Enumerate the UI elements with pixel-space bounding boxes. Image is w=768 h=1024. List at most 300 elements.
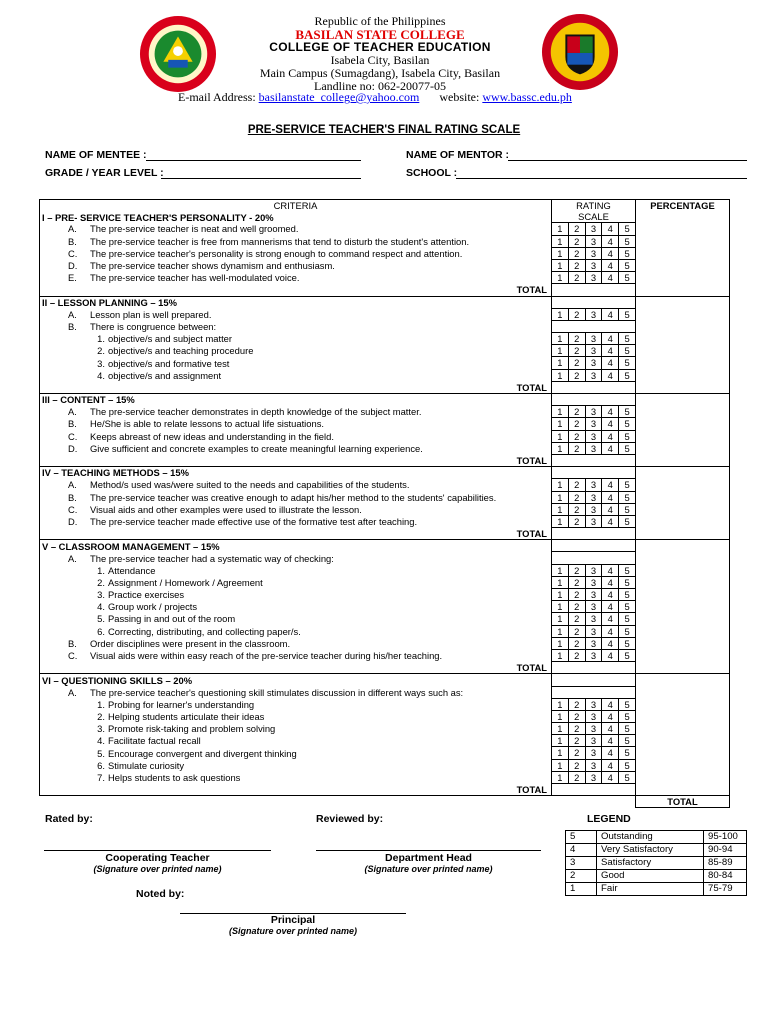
rating-option-5[interactable]: 5 [624,430,630,442]
rating-scale [552,503,636,515]
legend-description: Fair [597,883,704,896]
rating-table [39,199,730,808]
rating-option-4[interactable]: 4 [602,735,619,746]
rating-scale [552,552,636,564]
rating-option-4[interactable]: 4 [602,223,619,234]
rating-scale [552,759,636,771]
criterion-text: The pre-service teacher has well-modulated voice. [90,272,300,284]
campus-line: Main Campus (Sumagdang), Isabela City, Basilan [259,66,501,80]
rating-option-1[interactable]: 1 [552,309,569,320]
cooperating-signature-line[interactable] [44,850,271,851]
rating-option-4[interactable]: 4 [602,760,619,771]
rating-option-1[interactable]: 1 [552,223,569,234]
rating-scale [552,235,636,247]
rating-option-2[interactable]: 2 [569,589,586,600]
percentage-cell[interactable] [636,674,730,796]
sub-criterion-row [40,333,730,345]
rating-option-2[interactable]: 2 [569,333,586,344]
percentage-cell[interactable] [636,467,730,540]
rating-option-1[interactable]: 1 [552,626,569,637]
criterion-row [40,491,730,503]
rating-option-1[interactable]: 1 [552,760,569,771]
criterion-text: objective/s and teaching procedure [108,345,254,357]
rating-options [552,272,635,283]
rating-option-5[interactable]: 5 [624,442,630,454]
legend-row [566,857,747,870]
rating-option-2[interactable]: 2 [569,699,586,710]
legend-score: 3 [566,857,597,870]
rating-option-1[interactable]: 1 [552,638,569,649]
criterion-marker: D. [68,260,78,272]
criterion-text: Method/s used was/were suited to the needs and capabilities of the students. [90,479,410,491]
rating-option-2[interactable]: 2 [569,735,586,746]
rating-option-1[interactable]: 1 [552,747,569,758]
section-heading: I – PRE- SERVICE TEACHER'S PERSONALITY - 20% [40,211,552,223]
sub-criterion [40,589,552,601]
criterion-text: Assignment / Homework / Agreement [108,576,263,588]
sub-criterion [40,357,552,369]
rating-option-3[interactable]: 3 [586,735,603,746]
criterion [40,272,552,284]
rating-option-2[interactable]: 2 [569,309,586,320]
total-rating-cell [552,381,636,393]
criterion-marker: 1. [97,333,105,345]
criterion-text: The pre-service teacher made effective use of the formative test after teaching. [90,515,418,527]
rating-option-2[interactable]: 2 [569,516,586,527]
rating-option-5[interactable]: 5 [624,723,630,735]
rating-option-5[interactable]: 5 [624,637,630,649]
criterion-text: Facilitate factual recall [108,735,201,747]
rating-option-3[interactable]: 3 [586,589,603,600]
rating-option-3[interactable]: 3 [586,406,603,417]
rating-option-1[interactable]: 1 [552,418,569,429]
criterion-marker: B. [68,491,77,503]
criterion-marker: B. [68,320,77,332]
rating-options [552,443,635,454]
total-rating-cell [552,528,636,540]
rating-option-5[interactable]: 5 [624,235,630,247]
criterion-text: Helps students to ask questions [108,771,241,783]
rating-option-3[interactable]: 3 [586,223,603,234]
rating-options [552,516,635,527]
rating-option-4[interactable]: 4 [602,357,619,368]
rating-option-3[interactable]: 3 [586,370,603,381]
rating-option-3[interactable]: 3 [586,650,603,661]
criterion-text: objective/s and assignment [108,369,222,381]
criterion-text: Order disciplines were present in the classroom. [90,637,291,649]
rating-option-5[interactable]: 5 [624,272,630,284]
criterion-marker: 1. [97,564,105,576]
rating-option-2[interactable]: 2 [569,711,586,722]
criterion-marker: 3. [97,589,105,601]
rating-scale [552,686,636,698]
criterion [40,308,552,320]
rating-option-3[interactable]: 3 [586,601,603,612]
rating-option-3[interactable]: 3 [586,418,603,429]
rating-option-1[interactable]: 1 [552,565,569,576]
rating-options [552,492,635,503]
rating-option-3[interactable]: 3 [586,333,603,344]
website-link[interactable]: www.bassc.edu.ph [482,90,572,104]
legend-score: 2 [566,870,597,883]
rating-option-3[interactable]: 3 [586,236,603,247]
rating-option-2[interactable]: 2 [569,504,586,515]
rating-option-2[interactable]: 2 [569,223,586,234]
rating-option-2[interactable]: 2 [569,431,586,442]
rating-scale [552,625,636,637]
rating-option-4[interactable]: 4 [602,699,619,710]
rating-option-5[interactable]: 5 [624,515,630,527]
rating-option-2[interactable]: 2 [569,370,586,381]
rating-option-3[interactable]: 3 [586,443,603,454]
rating-option-5[interactable]: 5 [624,564,630,576]
rating-option-1[interactable]: 1 [552,492,569,503]
rating-option-1[interactable]: 1 [552,711,569,722]
rating-option-3[interactable]: 3 [586,431,603,442]
criterion [40,418,552,430]
rating-option-3[interactable]: 3 [586,260,603,271]
rating-option-3[interactable]: 3 [586,772,603,783]
school-line[interactable] [456,178,747,179]
rating-option-2[interactable]: 2 [569,248,586,259]
rating-option-5[interactable]: 5 [624,503,630,515]
rating-option-5[interactable]: 5 [624,308,630,320]
rating-options [552,418,635,429]
rating-option-3[interactable]: 3 [586,577,603,588]
rating-option-5[interactable]: 5 [624,698,630,710]
total-rating-cell [552,662,636,674]
rating-option-4[interactable]: 4 [602,601,619,612]
rating-option-4[interactable]: 4 [602,418,619,429]
rating-option-2[interactable]: 2 [569,638,586,649]
percentage-header: PERCENTAGE [636,200,730,297]
criterion-marker: 6. [97,625,105,637]
rating-scale [552,345,636,357]
total-rating-cell [552,784,636,796]
rating-option-1[interactable]: 1 [552,248,569,259]
rating-option-4[interactable]: 4 [602,492,619,503]
rating-option-1[interactable]: 1 [552,357,569,368]
criterion-row [40,430,730,442]
rating-option-3[interactable]: 3 [586,504,603,515]
rating-option-5[interactable]: 5 [624,223,630,235]
criterion-marker: A. [68,686,77,698]
rating-option-3[interactable]: 3 [586,626,603,637]
criterion-marker: 2. [97,576,105,588]
criterion-row [40,223,730,235]
rating-option-2[interactable]: 2 [569,260,586,271]
rating-option-4[interactable]: 4 [602,236,619,247]
rating-cell-empty [552,394,636,406]
rating-option-1[interactable]: 1 [552,479,569,490]
rating-option-3[interactable]: 3 [586,711,603,722]
rating-option-3[interactable]: 3 [586,492,603,503]
rating-option-1[interactable]: 1 [552,613,569,624]
rating-option-1[interactable]: 1 [552,577,569,588]
rating-scale [552,698,636,710]
rating-option-1[interactable]: 1 [552,589,569,600]
criterion [40,320,552,332]
rating-option-1[interactable]: 1 [552,345,569,356]
mentor-line[interactable] [508,160,747,161]
rating-option-5[interactable]: 5 [624,771,630,783]
rating-header-2: SCALE [552,211,636,223]
criterion-row [40,320,730,332]
rating-option-2[interactable]: 2 [569,406,586,417]
rating-option-5[interactable]: 5 [624,259,630,271]
rating-options [552,479,635,490]
rating-option-5[interactable]: 5 [624,649,630,661]
rating-option-5[interactable]: 5 [624,601,630,613]
rating-option-2[interactable]: 2 [569,577,586,588]
rating-option-3[interactable]: 3 [586,309,603,320]
rating-option-4[interactable]: 4 [602,577,619,588]
rating-option-3[interactable]: 3 [586,565,603,576]
criterion-row [40,552,730,564]
rating-option-4[interactable]: 4 [602,309,619,320]
rating-option-4[interactable]: 4 [602,345,619,356]
criterion [40,247,552,259]
rating-option-5[interactable]: 5 [624,345,630,357]
email-link[interactable]: basilanstate_college@yahoo.com [258,90,420,104]
rating-option-1[interactable]: 1 [552,406,569,417]
dept-head-sig-note: (Signature over printed name) [364,864,493,874]
rating-scale [552,320,636,332]
rating-option-3[interactable]: 3 [586,638,603,649]
rating-option-1[interactable]: 1 [552,735,569,746]
criterion-text: Group work / projects [108,601,198,613]
rating-scale [552,613,636,625]
rating-option-4[interactable]: 4 [602,613,619,624]
rating-option-2[interactable]: 2 [569,479,586,490]
rating-option-5[interactable]: 5 [624,247,630,259]
rating-option-3[interactable]: 3 [586,272,603,283]
rating-option-4[interactable]: 4 [602,638,619,649]
rating-option-4[interactable]: 4 [602,589,619,600]
contact-line [178,90,572,105]
total-label: TOTAL [40,528,552,540]
rating-option-4[interactable]: 4 [602,406,619,417]
percentage-cell[interactable] [636,394,730,467]
rating-option-5[interactable]: 5 [624,491,630,503]
rating-option-1[interactable]: 1 [552,431,569,442]
rating-option-3[interactable]: 3 [586,760,603,771]
rating-option-5[interactable]: 5 [624,333,630,345]
legend-row [566,870,747,883]
grade-line[interactable] [161,178,361,179]
sub-criterion [40,759,552,771]
rating-option-4[interactable]: 4 [602,565,619,576]
rating-option-4[interactable]: 4 [602,747,619,758]
total-row [40,454,730,466]
rating-option-5[interactable]: 5 [624,735,630,747]
criterion-text: Visual aids were within easy reach of the pre-service teacher during his/her teaching. [90,650,443,662]
rating-option-4[interactable]: 4 [602,272,619,283]
rating-option-5[interactable]: 5 [624,625,630,637]
rating-option-2[interactable]: 2 [569,565,586,576]
rating-option-5[interactable]: 5 [624,406,630,418]
legend-description: Good [597,870,704,883]
rating-option-4[interactable]: 4 [602,504,619,515]
total-label: TOTAL [40,454,552,466]
grade-label: GRADE / YEAR LEVEL : [45,167,164,179]
rating-option-5[interactable]: 5 [624,576,630,588]
total-label: TOTAL [40,784,552,796]
rating-option-3[interactable]: 3 [586,723,603,734]
legend-description: Satisfactory [597,857,704,870]
dept-head-signature-line[interactable] [316,850,541,851]
criterion-marker: A. [68,406,77,418]
rating-option-3[interactable]: 3 [586,516,603,527]
rating-options [552,699,635,710]
sub-criterion-row [40,564,730,576]
rating-option-1[interactable]: 1 [552,723,569,734]
legend-table [565,830,747,896]
criterion-marker: 1. [97,698,105,710]
rating-option-2[interactable]: 2 [569,357,586,368]
mentee-line[interactable] [146,160,361,161]
rating-option-4[interactable]: 4 [602,333,619,344]
rated-by-label: Rated by: [45,813,93,825]
rating-option-5[interactable]: 5 [624,613,630,625]
rating-option-4[interactable]: 4 [602,370,619,381]
rating-option-1[interactable]: 1 [552,236,569,247]
criteria-header: CRITERIA [40,200,552,212]
sub-criterion-row [40,747,730,759]
rating-option-4[interactable]: 4 [602,516,619,527]
sub-criterion-row [40,345,730,357]
rating-option-4[interactable]: 4 [602,260,619,271]
sub-criterion-row [40,576,730,588]
rating-option-4[interactable]: 4 [602,711,619,722]
rating-option-1[interactable]: 1 [552,272,569,283]
criterion-marker: C. [68,430,78,442]
legend-row [566,844,747,857]
criterion-text: There is congruence between: [90,320,217,332]
rating-option-4[interactable]: 4 [602,431,619,442]
rating-option-5[interactable]: 5 [624,710,630,722]
rating-option-5[interactable]: 5 [624,357,630,369]
criterion [40,649,552,661]
criterion-row [40,259,730,271]
criterion-marker: 4. [97,369,105,381]
principal-signature-block [180,914,406,936]
rating-option-2[interactable]: 2 [569,236,586,247]
rating-option-2[interactable]: 2 [569,492,586,503]
mentee-label: NAME OF MENTEE : [45,149,147,161]
rating-option-2[interactable]: 2 [569,760,586,771]
rating-option-1[interactable]: 1 [552,772,569,783]
total-row [40,381,730,393]
rating-option-1[interactable]: 1 [552,260,569,271]
rating-option-3[interactable]: 3 [586,699,603,710]
rating-option-4[interactable]: 4 [602,723,619,734]
criterion-text: Passing in and out of the room [108,613,236,625]
rating-option-2[interactable]: 2 [569,345,586,356]
rating-options [552,357,635,368]
rating-option-4[interactable]: 4 [602,772,619,783]
rating-option-3[interactable]: 3 [586,613,603,624]
rating-scale [552,333,636,345]
rating-option-2[interactable]: 2 [569,747,586,758]
rating-option-2[interactable]: 2 [569,272,586,283]
legend-row [566,883,747,896]
rating-option-4[interactable]: 4 [602,248,619,259]
rating-scale [552,272,636,284]
rating-option-4[interactable]: 4 [602,479,619,490]
rating-option-2[interactable]: 2 [569,443,586,454]
rating-option-5[interactable]: 5 [624,369,630,381]
rating-option-2[interactable]: 2 [569,650,586,661]
rating-option-5[interactable]: 5 [624,747,630,759]
rating-option-4[interactable]: 4 [602,443,619,454]
criterion-text: Lesson plan is well prepared. [90,308,212,320]
criterion-row [40,442,730,454]
rating-option-4[interactable]: 4 [602,650,619,661]
rating-option-1[interactable]: 1 [552,699,569,710]
city-line: Isabela City, Basilan [330,53,430,67]
criterion-row [40,418,730,430]
rating-option-2[interactable]: 2 [569,601,586,612]
rating-options [552,772,635,783]
criterion-text: The pre-service teacher's questioning skill stimulates discussion in different ways such as: [90,686,464,698]
rating-option-4[interactable]: 4 [602,626,619,637]
rating-option-1[interactable]: 1 [552,516,569,527]
legend-title: LEGEND [587,813,631,825]
rating-options [552,260,635,271]
rating-option-2[interactable]: 2 [569,418,586,429]
rating-option-5[interactable]: 5 [624,418,630,430]
rating-cell-empty [552,296,636,308]
criterion [40,503,552,515]
criterion-text: Stimulate curiosity [108,759,185,771]
rating-cell-empty [552,540,636,552]
rating-option-2[interactable]: 2 [569,772,586,783]
rating-option-3[interactable]: 3 [586,479,603,490]
criterion [40,515,552,527]
rating-option-2[interactable]: 2 [569,613,586,624]
rating-option-2[interactable]: 2 [569,723,586,734]
rating-option-2[interactable]: 2 [569,626,586,637]
rating-option-5[interactable]: 5 [624,589,630,600]
rating-option-5[interactable]: 5 [624,759,630,771]
rating-option-3[interactable]: 3 [586,248,603,259]
rating-option-1[interactable]: 1 [552,504,569,515]
criterion-marker: 2. [97,710,105,722]
section-heading: II – LESSON PLANNING – 15% [40,296,552,308]
criterion-marker: D. [68,515,78,527]
rating-options [552,747,635,758]
percentage-cell[interactable] [636,296,730,394]
percentage-cell[interactable] [636,540,730,674]
criterion-marker: 2. [97,345,105,357]
rating-option-1[interactable]: 1 [552,333,569,344]
rating-option-5[interactable]: 5 [624,479,630,491]
rating-option-3[interactable]: 3 [586,357,603,368]
rating-option-3[interactable]: 3 [586,747,603,758]
criterion-text: Visual aids and other examples were used to illustrate the lesson. [90,503,362,515]
rating-option-3[interactable]: 3 [586,345,603,356]
rating-option-1[interactable]: 1 [552,601,569,612]
rating-option-1[interactable]: 1 [552,650,569,661]
sub-criterion [40,735,552,747]
rating-option-1[interactable]: 1 [552,370,569,381]
rating-option-1[interactable]: 1 [552,443,569,454]
grand-total-spacer [40,796,636,808]
criterion-marker: 4. [97,601,105,613]
sub-criterion [40,747,552,759]
rating-scale [552,430,636,442]
